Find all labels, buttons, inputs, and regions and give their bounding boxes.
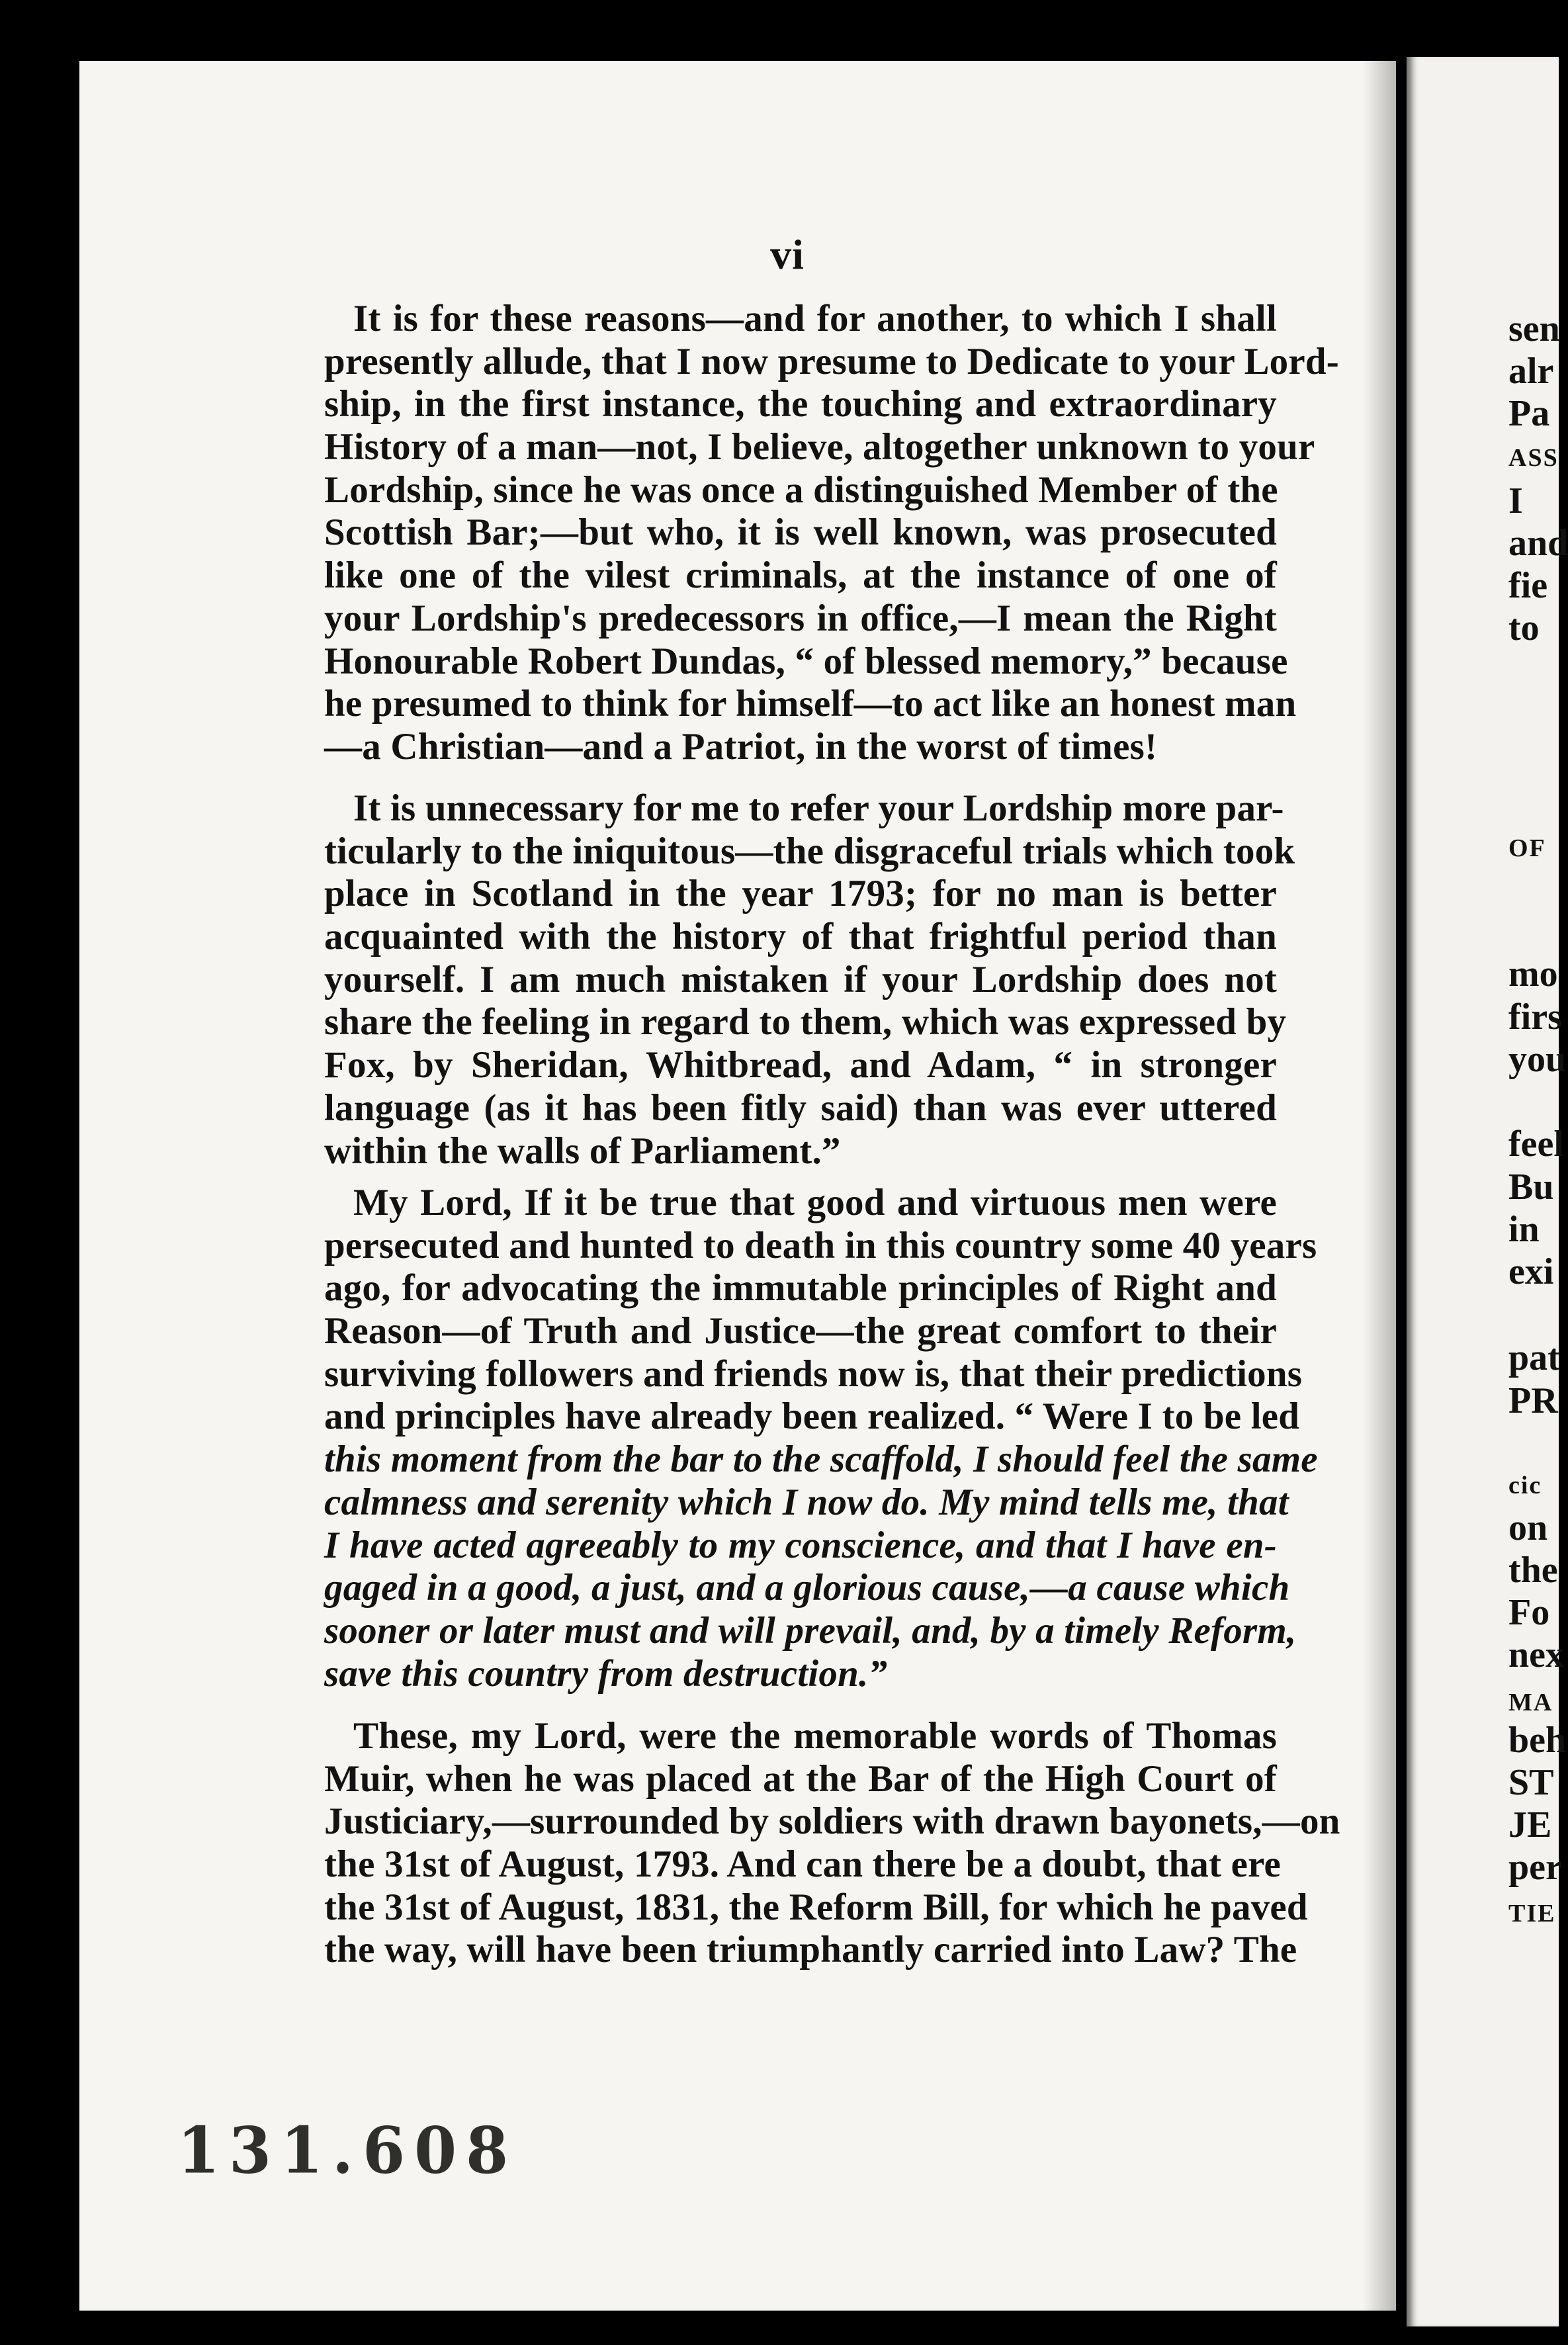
cropped-word: beh [1508, 1720, 1567, 1761]
cropped-word: pat [1508, 1337, 1560, 1378]
cropped-word: PR [1508, 1380, 1558, 1421]
text-line: like one of the vilest criminals, at the instance of one of [324, 554, 1277, 597]
quoted-line: sooner or later must and will prevail, and, by a timely Reform, [324, 1609, 1297, 1652]
text-line: Honourable Robert Dundas, “ of blessed memory,” because [324, 640, 1288, 682]
cropped-word: Bu [1508, 1167, 1554, 1208]
text-line: your Lordship's predecessors in office,—I mean the Right [324, 597, 1277, 639]
text-line: presently allude, that I now presume to Dedicate to your Lord- [324, 340, 1339, 382]
paragraph-3 [324, 1182, 1318, 1695]
quoted-line: save this country from destruction.” [324, 1652, 888, 1695]
text-line: ago, for advocating the immutable principles of Right and [324, 1267, 1277, 1309]
text-line: acquainted with the history of that frightful period than [324, 916, 1277, 958]
cropped-word: mo [1508, 953, 1558, 995]
quoted-line: this moment from the bar to the scaffold, I should feel the same [324, 1438, 1318, 1481]
text-line: It is for these reasons—and for another, to which I shall [353, 298, 1277, 339]
cropped-word: you [1508, 1039, 1567, 1080]
cropped-word: nex [1508, 1634, 1564, 1675]
text-line: surviving followers and friends now is, that their predictions [324, 1352, 1303, 1395]
text-line: These, my Lord, were the memorable words of Thomas [353, 1715, 1277, 1757]
quoted-line: gaged in a good, a just, and a glorious cause,—a cause which [324, 1567, 1290, 1609]
text-line: yourself. I am much mistaken if your Lordship does not [324, 958, 1277, 1000]
text-line: Justiciary,—surrounded by soldiers with drawn bayonets,—on [324, 1800, 1340, 1843]
cropped-word: sen [1508, 308, 1560, 349]
cropped-word: and [1508, 523, 1568, 564]
text-line: place in Scotland in the year 1793; for no man is better [324, 873, 1277, 915]
cropped-word: firs [1508, 996, 1562, 1038]
page-number: vi [770, 231, 805, 278]
cropped-word: on [1508, 1507, 1548, 1548]
cropped-word: per [1508, 1847, 1562, 1888]
paragraph-2 [324, 787, 1295, 1172]
text-line: Reason—of Truth and Justice—the great comfort to their [324, 1310, 1277, 1352]
cropped-word: TIE [1508, 1900, 1556, 1927]
cropped-word: ST [1508, 1762, 1554, 1803]
text-line: he presumed to think for himself—to act like an honest man [324, 683, 1297, 725]
text-line: share the feeling in regard to them, which was expressed by [324, 1001, 1287, 1043]
cropped-word: Pa [1508, 393, 1550, 434]
cropped-word: alr [1508, 351, 1554, 392]
text-line: Scottish Bar;—but who, it is well known, was prosecuted [324, 511, 1277, 554]
library-stamp: 131.608 [177, 2113, 518, 2188]
text-line: History of a man—not, I believe, altogether unknown to your [324, 426, 1315, 468]
text-line: the 31st of August, 1793. And can there be a doubt, that ere [324, 1843, 1282, 1886]
cropped-word: feel [1508, 1124, 1564, 1165]
text-line: Muir, when he was placed at the Bar of the High Court of [324, 1757, 1277, 1800]
cropped-word: the [1508, 1550, 1558, 1591]
cropped-word: ASS [1508, 444, 1559, 472]
cropped-word: cic [1508, 1472, 1542, 1499]
cropped-word: exi [1508, 1251, 1554, 1292]
text-line: —a Christian—and a Patriot, in the worst of times! [324, 725, 1158, 768]
cropped-word: Fo [1508, 1592, 1550, 1633]
gutter-shadow [1363, 61, 1396, 2311]
paragraph-1 [324, 298, 1339, 769]
text-line: ship, in the first instance, the touching and extraordinary [324, 383, 1277, 425]
text-line: ticularly to the iniquitous—the disgraceful trials which took [324, 830, 1295, 872]
text-line: persecuted and hunted to death in this country some 40 years [324, 1224, 1317, 1266]
text-line: the 31st of August, 1831, the Reform Bill, for which he paved [324, 1886, 1308, 1928]
cropped-word: I [1508, 480, 1523, 521]
text-line: language (as it has been fitly said) than was ever uttered [324, 1086, 1277, 1129]
text-line: Lordship, since he was once a distinguished Member of the [324, 468, 1278, 511]
cropped-word: OF [1508, 834, 1546, 862]
text-line: the way, will have been triumphantly carried into Law? The [324, 1929, 1297, 1971]
text-line: My Lord, If it be true that good and virtuous men were [353, 1182, 1277, 1223]
cropped-word: MA [1508, 1689, 1553, 1716]
cropped-word: fie [1508, 565, 1548, 606]
text-line: It is unnecessary for me to refer your Lordship more par- [353, 787, 1284, 829]
cropped-word: to [1508, 607, 1540, 648]
quoted-line: calmness and serenity which I now do. My mind tells me, that [324, 1481, 1289, 1523]
quoted-line: I have acted agreeably to my conscience, and that I have en- [324, 1524, 1277, 1566]
text-line: and principles have already been realized. “ Were I to be led [324, 1395, 1300, 1438]
cropped-word: in [1508, 1209, 1540, 1250]
text-line: Fox, by Sheridan, Whitbread, and Adam, “ in stronger [324, 1044, 1277, 1086]
text-line: within the walls of Parliament.” [324, 1129, 841, 1172]
paragraph-4 [324, 1715, 1340, 1972]
cropped-word: JE [1508, 1804, 1552, 1845]
